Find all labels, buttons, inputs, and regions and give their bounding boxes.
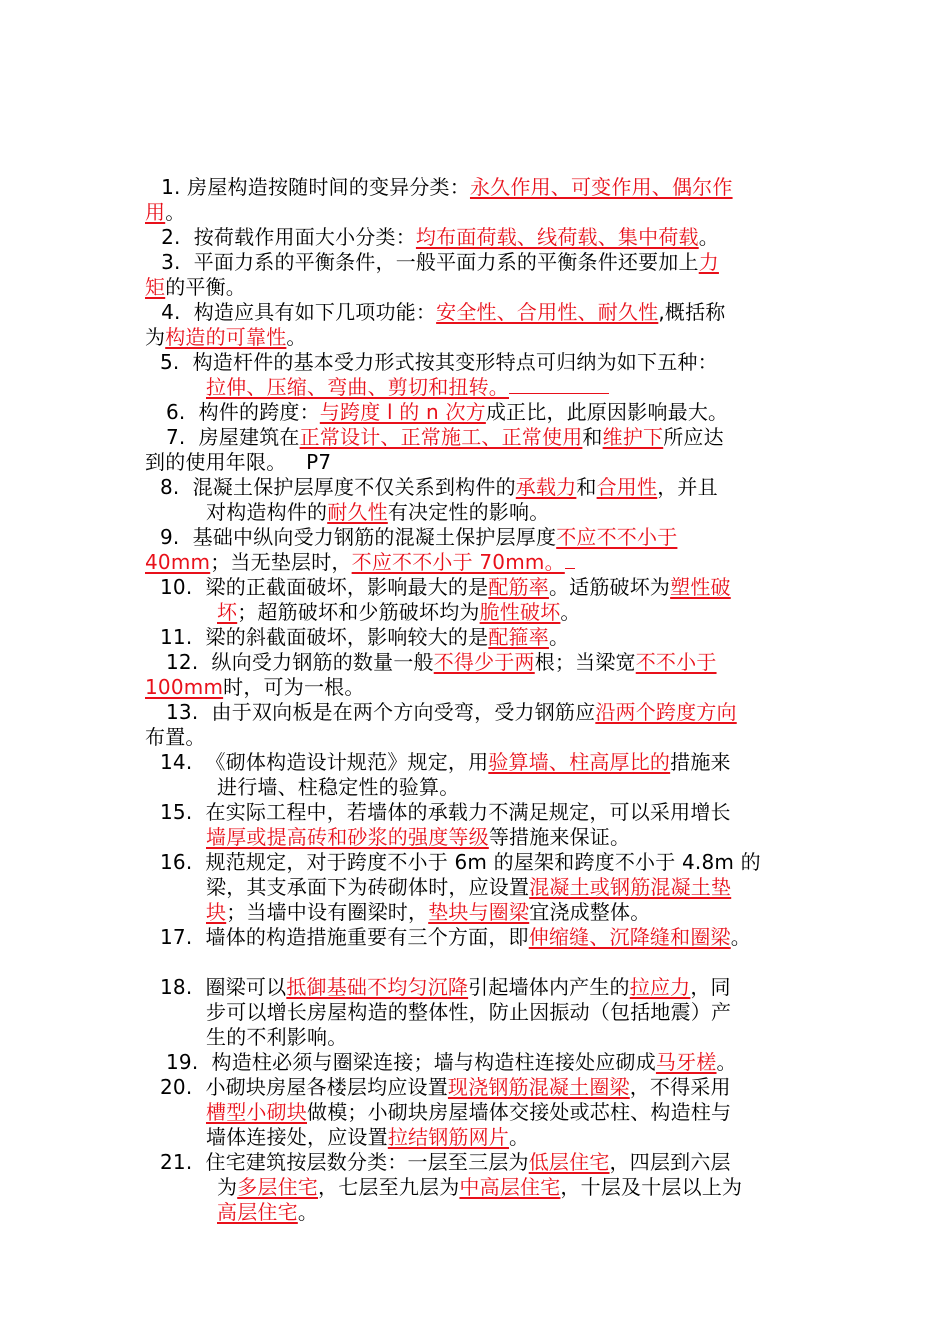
item-13-line-2 <box>145 725 206 750</box>
question-text: ，不得采用 <box>629 1075 731 1099</box>
answer-text: 40mm <box>145 550 211 574</box>
question-text: 和 <box>582 425 603 449</box>
item-20-line-1 <box>160 1075 731 1100</box>
question-text: 20. 小砌块房屋各楼层均应设置 <box>160 1075 448 1099</box>
question-text: 16. 规范规定，对于跨度不小于 6m 的屋架和跨度不小于 4.8m 的 <box>160 850 761 874</box>
question-text: 做模；小砌块房屋墙体交接处或芯柱、构造柱与 <box>307 1100 732 1124</box>
question-text: 15. 在实际工程中，若墙体的承载力不满足规定，可以采用增长 <box>160 800 731 824</box>
answer-text: 配箍率 <box>488 625 549 649</box>
item-7-line-2 <box>145 450 331 475</box>
answer-text: 高层住宅 <box>217 1200 298 1224</box>
question-text: 18. 圈梁可以 <box>160 975 287 999</box>
answer-text: 安全性、合用性、耐久性 <box>436 300 659 324</box>
item-7-line-1 <box>166 425 724 450</box>
answer-text: 验算墙、柱高厚比的 <box>488 750 671 774</box>
question-text: 14. 《砌体构造设计规范》规定，用 <box>160 750 489 774</box>
question-text: 引起墙体内产生的 <box>468 975 630 999</box>
question-text: 。 <box>698 225 719 249</box>
question-text: 等措施来保证。 <box>488 825 631 849</box>
item-16-line-2 <box>206 875 731 900</box>
item-19-line-1 <box>166 1050 737 1075</box>
question-text: ，同 <box>690 975 731 999</box>
item-21-line-3 <box>217 1200 318 1225</box>
item-20-line-2 <box>206 1100 731 1125</box>
question-text: ；超筋破坏和少筋破坏均为 <box>237 600 480 624</box>
item-3-line-1 <box>148 250 719 275</box>
question-text: 步可以增长房屋构造的整体性，防止因振动（包括地震）产 <box>206 1000 732 1024</box>
answer-text: 多层住宅 <box>237 1175 319 1199</box>
item-8-line-2 <box>206 500 549 525</box>
answer-text: 低层住宅 <box>528 1150 610 1174</box>
answer-text: 承载力 <box>515 475 577 499</box>
question-text: 和 <box>576 475 597 499</box>
answer-text: 现浇钢筋混凝土圈梁 <box>447 1075 630 1099</box>
question-text: ，七层至九层为 <box>318 1175 460 1199</box>
answer-text: 不应不不小于 <box>556 525 678 549</box>
answer-text: 抵御基础不均匀沉降 <box>286 975 469 999</box>
answer-text: 混凝土或钢筋混凝土垫 <box>529 875 732 899</box>
item-14-line-2 <box>217 775 459 800</box>
answer-text: 拉结钢筋网片 <box>387 1125 510 1149</box>
question-text: 。 <box>165 200 186 224</box>
question-text: 。 <box>297 1200 319 1224</box>
question-text: 进行墙、柱稳定性的验算。 <box>217 775 460 799</box>
item-6-line-1 <box>166 400 728 425</box>
question-text: 成正比，此原因影响最大。 <box>485 400 729 424</box>
question-text: 11. 梁的斜截面破坏，影响较大的是 <box>160 625 489 649</box>
answer-text: 脆性破坏 <box>479 600 561 624</box>
item-18-line-2 <box>206 1000 731 1025</box>
item-5-line-2 <box>206 375 609 400</box>
question-text: 有决定性的影响。 <box>387 500 550 524</box>
item-8-line-1 <box>160 475 718 500</box>
answer-text: 力 <box>698 250 719 274</box>
question-text: 到的使用年限。 P7 <box>145 450 332 474</box>
answer-text: 马牙槎 <box>655 1050 717 1074</box>
item-14-line-1 <box>160 750 731 775</box>
item-11-line-1 <box>160 625 569 650</box>
item-4-line-2 <box>145 325 307 350</box>
question-text: 生的不利影响。 <box>206 1025 348 1049</box>
question-text: 。 <box>730 925 751 949</box>
question-text: 对构造构件的 <box>206 500 328 524</box>
question-text: 根；当梁宽 <box>534 650 636 674</box>
item-16-line-1 <box>160 850 761 875</box>
answer-text: 垫块与圈梁 <box>428 900 530 924</box>
answer-text: 维护下 <box>602 425 664 449</box>
item-17-line-1 <box>160 925 751 950</box>
answer-text: 拉应力 <box>629 975 691 999</box>
answer-text: 不不小于 <box>635 650 717 674</box>
item-1-line-2 <box>145 200 185 225</box>
question-text: 。 <box>509 1125 530 1149</box>
answer-text: 不得少于两 <box>433 650 535 674</box>
item-10-line-2 <box>217 600 581 625</box>
answer-text: 沿两个跨度方向 <box>595 700 737 724</box>
item-18-line-1 <box>160 975 731 1000</box>
question-text: 3. 平面力系的平衡条件，一般平面力系的平衡条件还要加上 <box>148 250 699 274</box>
question-text: ，十层及十层以上为 <box>560 1175 743 1199</box>
answer-text: 均布面荷载、线荷载、集中荷载 <box>415 225 699 249</box>
question-text: ，并且 <box>657 475 718 499</box>
item-10-line-1 <box>160 575 731 600</box>
question-text: 梁，其支承面下为砖砌体时，应设置 <box>206 875 530 899</box>
question-text: ,概括称 <box>658 300 726 324</box>
question-text: 17. 墙体的构造措施重要有三个方面，即 <box>160 925 529 949</box>
question-text: ；当无垫层时， <box>210 550 352 574</box>
question-text: 1. 房屋构造按随时间的变异分类： <box>148 175 470 199</box>
question-text: 21. 住宅建筑按层数分类：一层至三层为 <box>160 1150 529 1174</box>
answer-text: 墙厚或提高砖和砂浆的强度等级 <box>206 825 489 849</box>
answer-text: 矩 <box>145 275 166 299</box>
question-text: 所应达 <box>663 425 724 449</box>
question-text: 2. 按荷载作用面大小分类： <box>148 225 416 249</box>
question-text: 8. 混凝土保护层厚度不仅关系到构件的 <box>160 475 516 499</box>
question-text: 宜浇成整体。 <box>529 900 651 924</box>
answer-text: 构造的可靠性 <box>165 325 287 349</box>
answer-text: 中高层住宅 <box>459 1175 561 1199</box>
question-text: 。 <box>716 1050 737 1074</box>
question-text: 为 <box>217 1175 238 1199</box>
item-9-line-2 <box>145 550 575 575</box>
answer-text: 与跨度 l 的 n 次方 <box>319 400 486 424</box>
answer-text: 坏 <box>217 600 238 624</box>
item-2-line-1 <box>148 225 719 250</box>
question-text: 的平衡。 <box>165 275 247 299</box>
answer-text: 拉伸、压缩、弯曲、剪切和扭转。 <box>206 375 509 399</box>
answer-text: 不应不不小于 70mm。 <box>351 550 565 574</box>
item-15-line-1 <box>160 800 731 825</box>
blank-underline <box>565 550 575 569</box>
question-text: 7. 房屋建筑在 <box>166 425 300 449</box>
item-16-line-3 <box>206 900 650 925</box>
item-12-line-2 <box>145 675 365 700</box>
item-13-line-1 <box>166 700 737 725</box>
question-text: 5. 构造杆件的基本受力形式按其变形特点可归纳为如下五种： <box>160 350 718 374</box>
answer-text: 正常设计、正常施工、正常使用 <box>299 425 583 449</box>
answer-text: 塑性破 <box>670 575 731 599</box>
question-text: 。 <box>286 325 307 349</box>
question-text: ，四层到六层 <box>609 1150 731 1174</box>
answer-text: 伸缩缝、沉降缝和圈梁 <box>528 925 731 949</box>
item-20-line-3 <box>206 1125 529 1150</box>
item-9-line-1 <box>160 525 677 550</box>
item-15-line-2 <box>206 825 630 850</box>
answer-text: 100mm <box>145 675 224 699</box>
question-text: 时，可为一根。 <box>223 675 365 699</box>
item-21-line-2 <box>217 1175 742 1200</box>
question-text: 布置。 <box>145 725 206 749</box>
item-1-line-1 <box>148 175 733 200</box>
question-text: 12. 纵向受力钢筋的数量一般 <box>166 650 434 674</box>
question-text: ；当墙中设有圈梁时， <box>226 900 429 924</box>
question-text: 。 <box>548 625 570 649</box>
question-text: 19. 构造柱必须与圈梁连接；墙与构造柱连接处应砌成 <box>166 1050 656 1074</box>
answer-text: 耐久性 <box>327 500 388 524</box>
question-text: 4. 构造应具有如下几项功能： <box>148 300 437 324</box>
item-5-line-1 <box>160 350 718 375</box>
blank-underline <box>509 375 609 394</box>
answer-text: 合用性 <box>596 475 658 499</box>
question-text: 9. 基础中纵向受力钢筋的混凝土保护层厚度 <box>160 525 557 549</box>
item-4-line-1 <box>148 300 726 325</box>
question-text: 墙体连接处，应设置 <box>206 1125 388 1149</box>
answer-text: 配筋率 <box>488 575 549 599</box>
item-3-line-2 <box>145 275 246 300</box>
answer-text: 永久作用、可变作用、偶尔作 <box>469 175 733 199</box>
question-text: 措施来 <box>670 750 731 774</box>
question-text: 为 <box>145 325 166 349</box>
answer-text: 用 <box>145 200 166 224</box>
item-21-line-1 <box>160 1150 731 1175</box>
question-text: 13. 由于双向板是在两个方向受弯，受力钢筋应 <box>166 700 596 724</box>
item-18-line-3 <box>206 1025 347 1050</box>
item-12-line-1 <box>166 650 717 675</box>
question-text: 6. 构件的跨度： <box>166 400 320 424</box>
question-text: 10. 梁的正截面破坏，影响最大的是 <box>160 575 489 599</box>
answer-text: 槽型小砌块 <box>206 1100 307 1124</box>
question-text: 。适筋破坏为 <box>548 575 671 599</box>
answer-text: 块 <box>206 900 227 924</box>
question-text: 。 <box>560 600 581 624</box>
